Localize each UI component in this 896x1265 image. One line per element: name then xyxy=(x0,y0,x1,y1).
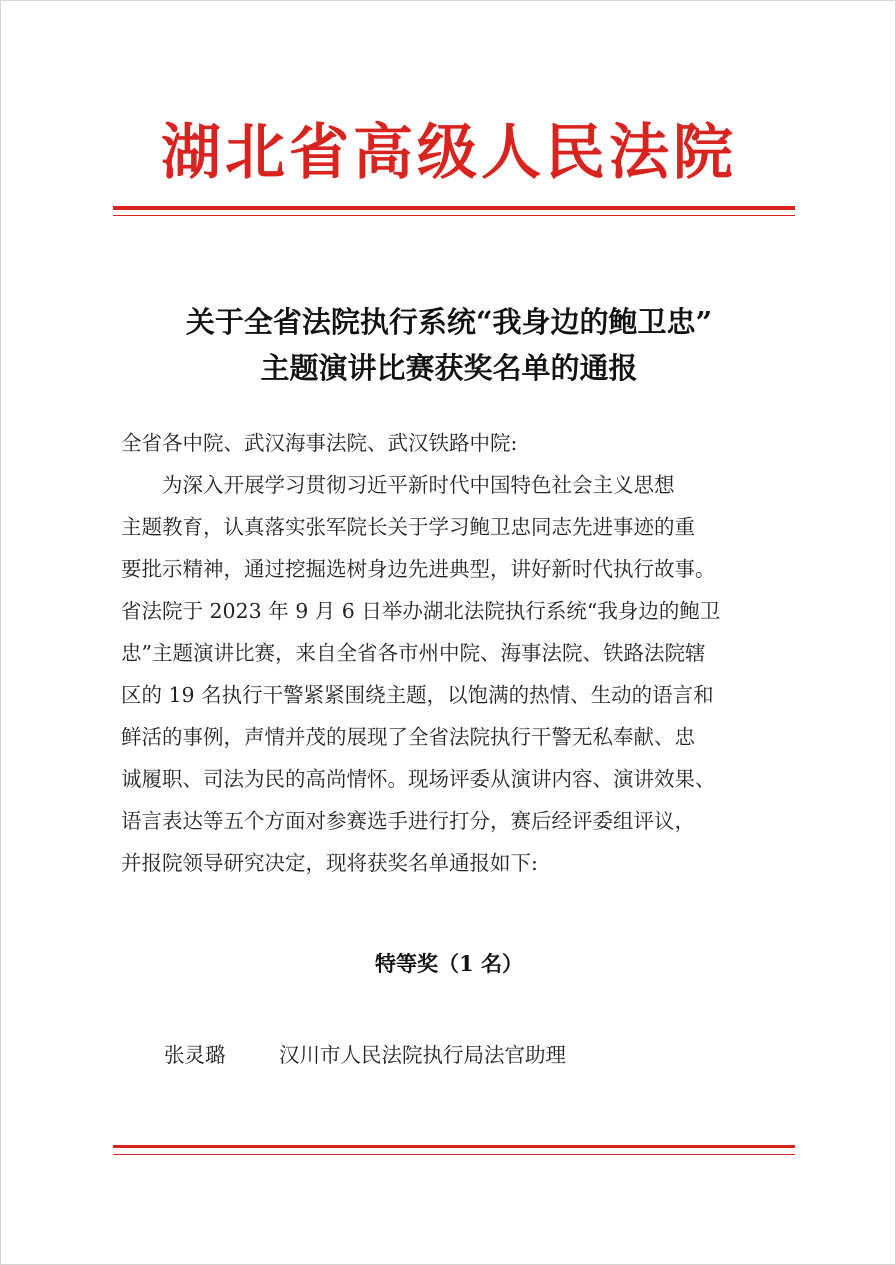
special-award-heading: 特等奖（1 名） xyxy=(375,951,523,976)
paragraph-line: 主题教育，认真落实张军院长关于学习鲍卫忠同志先进事迹的重 xyxy=(121,515,695,539)
header-rule-thin xyxy=(113,215,795,216)
document-title-line-1: 关于全省法院执行系统“我身边的鲍卫忠” xyxy=(185,305,713,339)
winner-position: 汉川市人民法院执行局法官助理 xyxy=(279,1043,566,1067)
footer-rule-thin xyxy=(113,1154,795,1155)
paragraph-line: 鲜活的事例，声情并茂的展现了全省法院执行干警无私奉献、忠 xyxy=(121,725,695,749)
institution-header: 湖北省高级人民法院 xyxy=(161,118,737,188)
winner-name: 张灵璐 xyxy=(164,1043,226,1067)
paragraph-line: 为深入开展学习贯彻习近平新时代中国特色社会主义思想 xyxy=(162,473,675,497)
winner-entry xyxy=(164,1035,566,1075)
header-rule-thick xyxy=(113,206,795,210)
paragraph-line: 语言表达等五个方面对参赛选手进行打分，赛后经评委组评议， xyxy=(121,809,695,833)
recipients-line: 全省各中院、武汉海事法院、武汉铁路中院: xyxy=(121,431,518,455)
document-body xyxy=(121,422,781,884)
paragraph-line: 诚履职、司法为民的高尚情怀。现场评委从演讲内容、演讲效果、 xyxy=(121,767,716,791)
document-title-line-2: 主题演讲比赛获奖名单的通报 xyxy=(260,351,638,385)
paragraph-line: 并报院领导研究决定，现将获奖名单通报如下: xyxy=(121,851,538,875)
paragraph-line: 区的 19 名执行干警紧紧围绕主题，以饱满的热情、生动的语言和 xyxy=(121,683,714,707)
paragraph-line: 要批示精神，通过挖掘选树身边先进典型，讲好新时代执行故事。 xyxy=(121,557,716,581)
paragraph-line: 省法院于 2023 年 9 月 6 日举办湖北法院执行系统“我身边的鲍卫 xyxy=(121,599,721,623)
document-title xyxy=(1,299,896,391)
footer-rule-thick xyxy=(113,1145,795,1148)
paragraph-line: 忠”主题演讲比赛，来自全省各市州中院、海事法院、铁路法院辖 xyxy=(121,641,706,665)
